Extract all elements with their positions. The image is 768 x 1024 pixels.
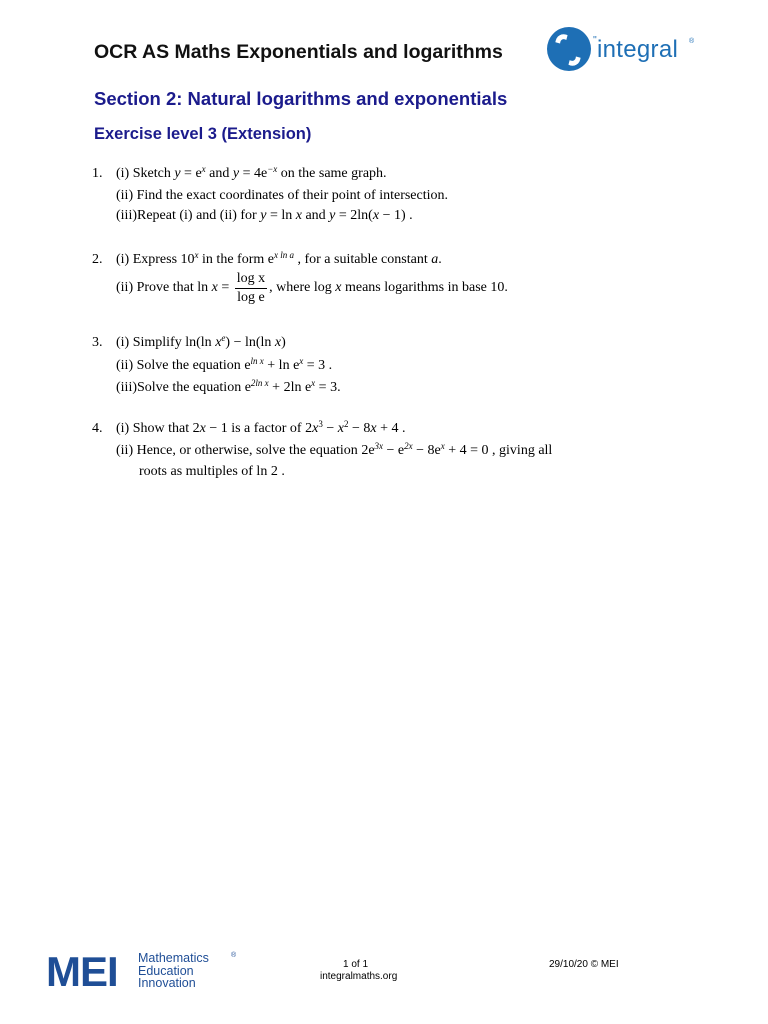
integral-logo-icon	[547, 27, 591, 71]
question-4-part-ii: (ii) Hence, or otherwise, solve the equation $2e^{3x} - e^{2x} - 8e^x + 4 = 0$ , giving all	[116, 441, 553, 458]
section-title: Section 2: Natural logarithms and exponentials	[94, 88, 508, 109]
mei-logo-words: Mathematics Education Innovation	[138, 951, 209, 990]
integral-logo-dots: ''	[593, 35, 597, 46]
document-title: OCR AS Maths Exponentials and logarithms	[94, 41, 503, 63]
mei-logo-reg: ®	[231, 952, 237, 959]
question-2-part-i: (i) Express 10$^x$ in the form $e^{x ln a}$ , for a suitable constant a.	[116, 250, 442, 267]
question-number: 2.	[92, 252, 103, 267]
question-1-part-ii: (ii) Find the exact coordinates of their point of intersection.	[116, 188, 449, 203]
question-number: 3.	[92, 335, 103, 350]
question-3-part-ii: (ii) Solve the equation $e^{ln x} + \ln e^x = 3$ .	[116, 356, 333, 373]
exercise-title: Exercise level 3 (Extension)	[94, 125, 312, 143]
question-number: 1.	[92, 166, 103, 181]
integral-logo-reg: ®	[689, 38, 695, 45]
integral-logo	[547, 26, 697, 76]
mei-logo-mark: MEI	[46, 948, 118, 995]
question-4-part-i: (i) Show that 2x − 1 is a factor of $2x^3 - x^2 - 8x + 4$ .	[116, 419, 406, 436]
site-url: integralmaths.org	[320, 971, 398, 982]
question-2-part-ii: (ii) Prove that ln x = $\frac{\text{log x}}{\text{log e}}$ , where log x means logarithms in base 10.	[116, 271, 508, 305]
fraction: $\frac{\text{log x}}{\text{log e}}$	[236, 271, 266, 305]
question-3-part-iii: (iii)Solve the equation $e^{2ln x} + 2\ln$ $e^x = 3$.	[116, 378, 341, 395]
question-number: 4.	[92, 421, 103, 436]
footer-date: 29/10/20 © MEI	[549, 959, 619, 970]
question-1-part-iii: (iii)Repeat (i) and (ii) for y = ln x and y = 2ln(x − 1) .	[116, 208, 413, 223]
mei-logo	[46, 948, 246, 995]
question-1-part-i: (i) Sketch $y = e^x$ and $y = 4e^{-x}$ on the same graph.	[116, 164, 387, 181]
question-4-part-ii-cont: roots as multiples of ln 2 .	[139, 464, 285, 479]
question-3-part-i: (i) Simplify ln(ln $x^e) - \ln(\ln$ x)	[116, 333, 286, 350]
page-number: 1 of 1	[343, 959, 369, 970]
integral-logo-text: integral	[597, 36, 679, 63]
